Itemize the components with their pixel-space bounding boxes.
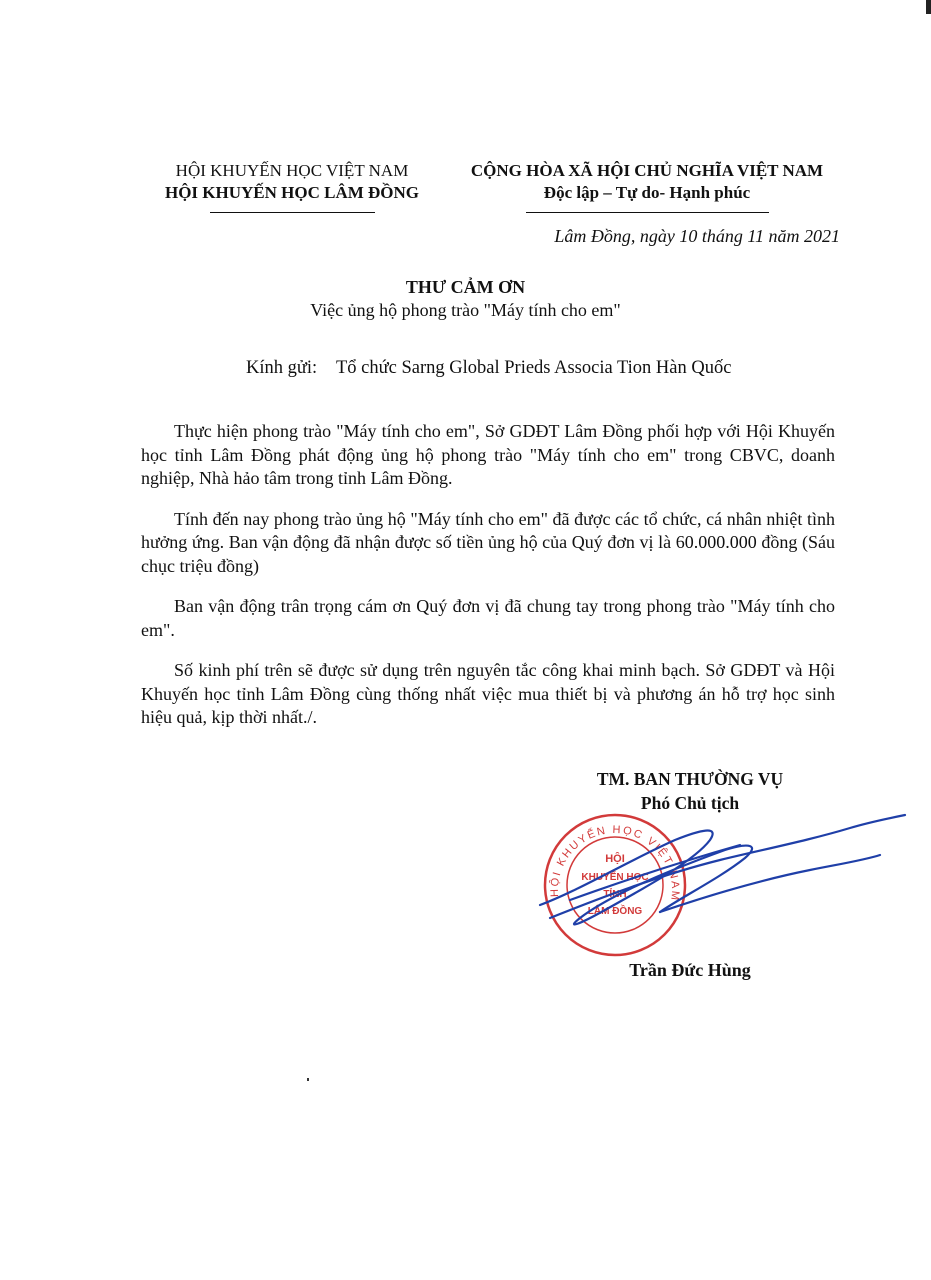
letter-subtitle: Việc ủng hộ phong trào "Máy tính cho em" — [310, 300, 621, 320]
org-name: HỘI KHUYẾN HỌC LÂM ĐỒNG — [164, 183, 420, 202]
seal-center-line: HỘI — [605, 853, 625, 865]
org-underline — [210, 212, 375, 213]
scan-speck — [307, 1078, 309, 1081]
country-name: CỘNG HÒA XÃ HỘI CHỦ NGHĨA VIỆT NAM — [470, 161, 824, 180]
seal-and-signature — [510, 800, 910, 960]
recipient-name: Tổ chức Sarng Global Prieds Associa Tion Hàn Quốc — [336, 358, 732, 378]
national-header — [452, 160, 842, 213]
body-paragraph: Tính đến nay phong trào ủng hộ "Máy tính cho em" đã được các tổ chức, cá nhân nhiệt tình hưởng ứng. Ban vận động đã nhận được số tiền ủng hộ của Quý đơn vị là 60.000.000 đồng (Sáu chục triệu đồng) — [141, 508, 835, 576]
letter-title: THƯ CẢM ƠN — [405, 277, 526, 297]
seal-center-line: TỈNH — [603, 889, 627, 900]
seal-center-line: KHUYẾN HỌC — [581, 872, 649, 883]
motto-underline — [526, 212, 769, 213]
signer-role: Phó Chủ tịch — [640, 793, 740, 813]
seal-ring-text: HỘI KHUYẾN HỌC VIỆT NAM — [548, 823, 682, 903]
recipient-label: Kính gửi: — [246, 358, 318, 378]
letter-date: Lâm Đồng, ngày 10 tháng 11 năm 2021 — [554, 226, 840, 246]
parent-org-name: HỘI KHUYẾN HỌC VIỆT NAM — [175, 161, 409, 180]
seal-center-line: LÂM ĐỒNG — [587, 906, 643, 917]
body-paragraph: Ban vận động trân trọng cám ơn Quý đơn vị đã chung tay trong phong trào "Máy tính cho em". — [141, 596, 835, 640]
signer-name: Trần Đức Hùng — [629, 960, 751, 980]
letter-body — [141, 420, 835, 747]
body-paragraph: Số kinh phí trên sẽ được sử dụng trên nguyên tắc công khai minh bạch. Sở GDĐT và Hội Khuyến học tỉnh Lâm Đồng cùng thống nhất việc mua thiết bị và phương án hỗ trợ học sinh hiệu quả, kịp thời nhất./. — [141, 660, 835, 727]
scan-edge-mark — [926, 0, 931, 14]
recipient-line — [246, 358, 731, 379]
national-motto: Độc lập – Tự do- Hạnh phúc — [543, 183, 751, 202]
signer-authority: TM. BAN THƯỜNG VỤ — [596, 769, 784, 789]
body-paragraph: Thực hiện phong trào "Máy tính cho em", Sở GDĐT Lâm Đồng phối hợp với Hội Khuyến học tỉnh Lâm Đồng phát động ủng hộ phong trào "Máy tính cho em" trong CBVC, doanh nghiệp, Nhà hảo tâm trong tỉnh Lâm Đồng. — [141, 421, 835, 488]
org-header — [132, 160, 452, 213]
